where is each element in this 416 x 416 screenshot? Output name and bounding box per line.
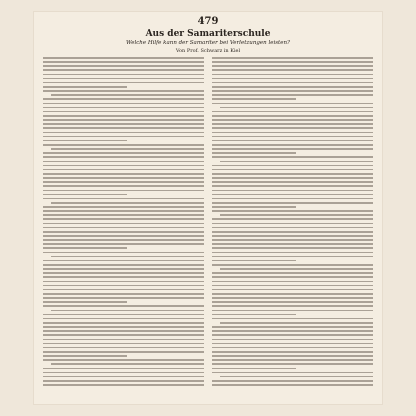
body-text-line bbox=[43, 231, 204, 233]
article-subtitle: Welche Hilfe kann der Samariter bei Verletzungen leisten? bbox=[125, 40, 291, 46]
body-text-line bbox=[43, 107, 204, 109]
body-text-line bbox=[43, 376, 204, 378]
body-text-line bbox=[43, 90, 204, 92]
page-number: 479 bbox=[197, 16, 219, 27]
body-text-line bbox=[43, 223, 204, 225]
body-text-line bbox=[212, 231, 373, 233]
body-text-line bbox=[212, 57, 373, 59]
body-text-line bbox=[43, 318, 204, 320]
body-text-line bbox=[43, 57, 204, 59]
body-text-line bbox=[43, 111, 204, 113]
body-text-line bbox=[51, 148, 204, 150]
body-text-line bbox=[43, 372, 204, 374]
body-text-line bbox=[43, 78, 204, 80]
body-text-line bbox=[212, 368, 296, 370]
article-byline: Von Prof. Schwarz in Kiel bbox=[175, 48, 241, 54]
body-text-line bbox=[43, 136, 204, 138]
body-text-line bbox=[212, 227, 373, 229]
body-text-line bbox=[212, 218, 373, 220]
body-text-line bbox=[43, 177, 204, 179]
body-text-line bbox=[212, 173, 373, 175]
body-text-line bbox=[51, 310, 204, 312]
body-text-line bbox=[43, 247, 127, 249]
body-text-line bbox=[43, 161, 204, 163]
body-text-line bbox=[43, 82, 204, 84]
body-text-line bbox=[43, 243, 204, 245]
body-text-line bbox=[212, 276, 373, 278]
body-text-line bbox=[43, 210, 204, 212]
body-text-line bbox=[212, 115, 373, 117]
body-text-line bbox=[220, 322, 373, 324]
body-text-line bbox=[43, 65, 204, 67]
body-text-line bbox=[43, 140, 127, 142]
body-text-line bbox=[212, 235, 373, 237]
body-text-line bbox=[212, 334, 373, 336]
body-text-line bbox=[212, 127, 373, 129]
body-text-line bbox=[212, 165, 373, 167]
body-text-line bbox=[212, 305, 373, 307]
body-text-line bbox=[212, 314, 296, 316]
body-text-line bbox=[212, 152, 296, 154]
body-text-line bbox=[212, 347, 373, 349]
body-text-line bbox=[43, 355, 127, 357]
body-text-line bbox=[212, 252, 373, 254]
body-text-line bbox=[43, 351, 204, 353]
body-text-line bbox=[51, 94, 204, 96]
body-text-line bbox=[43, 260, 204, 262]
body-text-line bbox=[212, 136, 373, 138]
body-text-line bbox=[212, 384, 373, 386]
body-text-line bbox=[212, 82, 373, 84]
body-text-line bbox=[43, 103, 204, 105]
body-text-line bbox=[220, 161, 373, 163]
newspaper-page bbox=[34, 12, 382, 404]
body-text-line bbox=[212, 177, 373, 179]
body-text-line bbox=[212, 310, 373, 312]
body-text-line bbox=[43, 334, 204, 336]
body-text-line bbox=[212, 190, 373, 192]
body-text-line bbox=[43, 239, 204, 241]
body-text-line bbox=[212, 223, 373, 225]
body-column-right bbox=[212, 57, 373, 397]
body-text-line bbox=[212, 359, 373, 361]
body-text-line bbox=[43, 119, 204, 121]
body-text-line bbox=[212, 339, 373, 341]
body-text-line bbox=[43, 169, 204, 171]
body-text-line bbox=[212, 293, 373, 295]
body-text-line bbox=[43, 185, 204, 187]
body-text-line bbox=[212, 65, 373, 67]
body-text-line bbox=[212, 119, 373, 121]
body-column-left bbox=[43, 57, 204, 397]
body-text-line bbox=[212, 181, 373, 183]
body-text-line bbox=[43, 297, 204, 299]
body-text-line bbox=[212, 243, 373, 245]
body-text-line bbox=[220, 107, 373, 109]
body-text-line bbox=[212, 140, 373, 142]
body-text-line bbox=[43, 69, 204, 71]
body-text-line bbox=[43, 218, 204, 220]
body-text-line bbox=[212, 194, 373, 196]
body-text-line bbox=[212, 123, 373, 125]
body-text-line bbox=[212, 343, 373, 345]
body-text-line bbox=[212, 264, 373, 266]
body-text-line bbox=[43, 281, 204, 283]
body-text-line bbox=[212, 210, 373, 212]
body-text-line bbox=[43, 115, 204, 117]
body-text-line bbox=[43, 343, 204, 345]
body-text-line bbox=[212, 132, 373, 134]
body-text-line bbox=[43, 272, 204, 274]
body-text-line bbox=[43, 305, 204, 307]
body-text-line bbox=[212, 98, 296, 100]
body-text-line bbox=[51, 256, 204, 258]
body-text-line bbox=[43, 198, 204, 200]
body-text-line bbox=[43, 359, 204, 361]
body-text-line bbox=[212, 90, 373, 92]
body-text-line bbox=[220, 268, 373, 270]
body-text-line bbox=[43, 330, 204, 332]
body-text-line bbox=[212, 318, 373, 320]
body-text-line bbox=[43, 289, 204, 291]
body-text-line bbox=[212, 247, 373, 249]
body-text-line bbox=[212, 111, 373, 113]
body-text-line bbox=[212, 363, 373, 365]
body-text-line bbox=[212, 355, 373, 357]
body-text-line bbox=[43, 165, 204, 167]
body-text-line bbox=[212, 169, 373, 171]
body-text-line bbox=[43, 123, 204, 125]
body-text-line bbox=[43, 227, 204, 229]
body-text-line bbox=[212, 202, 373, 204]
body-text-line bbox=[43, 127, 204, 129]
body-text-line bbox=[43, 322, 204, 324]
body-text-line bbox=[212, 351, 373, 353]
article-title: Aus der Samariterschule bbox=[145, 29, 271, 39]
body-text-line bbox=[212, 144, 373, 146]
body-text-line bbox=[43, 326, 204, 328]
body-text-line bbox=[43, 347, 204, 349]
body-text-line bbox=[212, 272, 373, 274]
body-text-line bbox=[43, 194, 127, 196]
body-text-line bbox=[43, 380, 204, 382]
body-text-line bbox=[43, 61, 204, 63]
body-text-line bbox=[43, 235, 204, 237]
body-text-line bbox=[212, 185, 373, 187]
body-text-line bbox=[212, 256, 373, 258]
body-text-line bbox=[43, 285, 204, 287]
body-text-line bbox=[43, 181, 204, 183]
body-text-line bbox=[43, 252, 204, 254]
body-text-line bbox=[43, 206, 204, 208]
body-text-line bbox=[43, 190, 204, 192]
body-text-line bbox=[212, 156, 373, 158]
body-text-line bbox=[43, 152, 204, 154]
body-text-line bbox=[51, 202, 204, 204]
body-text-line bbox=[220, 376, 373, 378]
body-text-line bbox=[43, 156, 204, 158]
body-text-line bbox=[212, 297, 373, 299]
body-text-line bbox=[212, 260, 296, 262]
body-text-line bbox=[212, 372, 373, 374]
body-text-line bbox=[43, 144, 204, 146]
body-text-line bbox=[43, 314, 204, 316]
body-text-line bbox=[212, 380, 373, 382]
body-text-line bbox=[43, 339, 204, 341]
body-text-line bbox=[43, 293, 204, 295]
body-text-line bbox=[43, 98, 204, 100]
body-text-line bbox=[212, 74, 373, 76]
body-text-line bbox=[43, 74, 204, 76]
body-text-line bbox=[43, 264, 204, 266]
body-text-line bbox=[212, 285, 373, 287]
body-text-line bbox=[212, 330, 373, 332]
body-text-line bbox=[43, 132, 204, 134]
body-text-line bbox=[43, 268, 204, 270]
body-text-line bbox=[43, 384, 204, 386]
body-text-line bbox=[212, 198, 373, 200]
body-text-line bbox=[212, 326, 373, 328]
body-text-line bbox=[43, 368, 204, 370]
body-text-line bbox=[212, 301, 373, 303]
body-text-line bbox=[212, 148, 373, 150]
body-text-line bbox=[212, 239, 373, 241]
body-text-line bbox=[43, 276, 204, 278]
body-text-line bbox=[43, 86, 127, 88]
body-text-line bbox=[212, 78, 373, 80]
body-text-line bbox=[43, 173, 204, 175]
body-text-line bbox=[51, 363, 204, 365]
body-text-line bbox=[212, 69, 373, 71]
body-text-line bbox=[43, 301, 127, 303]
body-text-line bbox=[212, 206, 296, 208]
body-text-line bbox=[212, 61, 373, 63]
body-text-line bbox=[212, 94, 373, 96]
body-text-line bbox=[212, 86, 373, 88]
body-text-line bbox=[220, 214, 373, 216]
body-text-line bbox=[212, 103, 373, 105]
body-text-line bbox=[212, 289, 373, 291]
body-text-line bbox=[43, 214, 204, 216]
body-text-line bbox=[212, 281, 373, 283]
